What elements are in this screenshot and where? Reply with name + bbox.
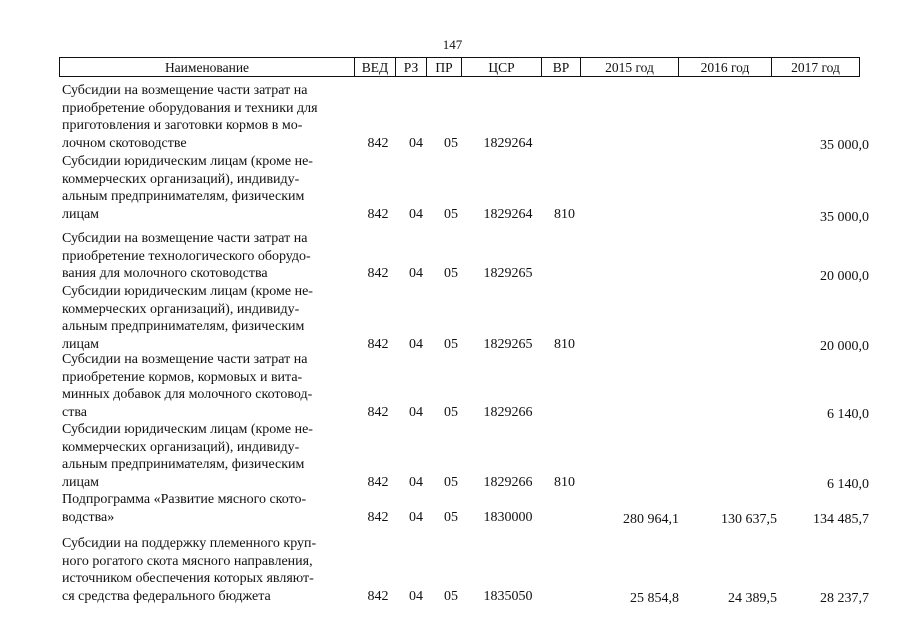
cell-2017: 20 000,0 [820, 339, 869, 354]
cell-rz: 04 [409, 589, 423, 604]
row-name: Субсидии на возмещение части затрат на приобретение технологического оборудо- вания для молочного скотоводства [62, 231, 311, 282]
cell-pr: 05 [444, 405, 458, 420]
table-header [59, 57, 860, 77]
header-rz: РЗ [396, 58, 427, 77]
header-csr: ЦСР [462, 58, 542, 77]
header-2015: 2015 год [581, 58, 679, 77]
cell-2017: 134 485,7 [813, 512, 869, 527]
cell-2015: 280 964,1 [623, 512, 679, 527]
cell-ved: 842 [367, 136, 389, 151]
cell-vr: 810 [554, 337, 575, 352]
cell-rz: 04 [409, 510, 423, 525]
cell-vr: 810 [554, 475, 575, 490]
cell-rz: 04 [409, 207, 423, 222]
cell-csr: 1829266 [483, 405, 533, 420]
cell-rz: 04 [409, 266, 423, 281]
header-name: Наименование [60, 58, 355, 77]
cell-csr: 1829265 [483, 337, 533, 352]
cell-ved: 842 [367, 266, 389, 281]
cell-2017: 28 237,7 [820, 591, 869, 606]
row-name: Подпрограмма «Развитие мясного ското- водства» [62, 492, 307, 525]
cell-pr: 05 [444, 510, 458, 525]
cell-rz: 04 [409, 337, 423, 352]
cell-pr: 05 [444, 266, 458, 281]
header-ved: ВЕД [355, 58, 396, 77]
cell-pr: 05 [444, 337, 458, 352]
cell-csr: 1829266 [483, 475, 533, 490]
row-name: Субсидии юридическим лицам (кроме не- коммерческих организаций), индивиду- альным предпринимателям, физическим лицам [62, 422, 313, 490]
row-name: Субсидии на поддержку племенного круп- ного рогатого скота мясного направления, источником обеспечения которых являют- ся средства федерального бюджета [62, 536, 317, 604]
cell-csr: 1829265 [483, 266, 533, 281]
cell-ved: 842 [367, 589, 389, 604]
cell-csr: 1829264 [483, 136, 533, 151]
header-2016: 2016 год [679, 58, 772, 77]
cell-2015: 25 854,8 [630, 591, 679, 606]
cell-csr: 1835050 [483, 589, 533, 604]
row-name: Субсидии на возмещение части затрат на приобретение кормов, кормовых и вита- минных добавок для молочного скотовод- ства [62, 352, 313, 420]
cell-ved: 842 [367, 337, 389, 352]
row-name: Субсидии юридическим лицам (кроме не- коммерческих организаций), индивиду- альным предпринимателям, физическим лицам [62, 284, 313, 352]
cell-csr: 1830000 [483, 510, 533, 525]
header-2017: 2017 год [772, 58, 860, 77]
page-number: 147 [442, 37, 463, 52]
cell-2017: 6 140,0 [827, 477, 869, 492]
cell-2017: 20 000,0 [820, 269, 869, 284]
cell-2016: 130 637,5 [721, 512, 777, 527]
cell-2017: 35 000,0 [820, 210, 869, 225]
cell-pr: 05 [444, 475, 458, 490]
cell-pr: 05 [444, 207, 458, 222]
row-name: Субсидии юридическим лицам (кроме не- коммерческих организаций), индивиду- альным предпринимателям, физическим лицам [62, 154, 313, 222]
cell-rz: 04 [409, 136, 423, 151]
cell-rz: 04 [409, 475, 423, 490]
row-name: Субсидии на возмещение части затрат на приобретение оборудования и техники для приготовления и заготовки кормов в мо- лочном скотоводстве [62, 83, 318, 151]
cell-2017: 6 140,0 [827, 407, 869, 422]
header-pr: ПР [427, 58, 462, 77]
cell-ved: 842 [367, 510, 389, 525]
cell-rz: 04 [409, 405, 423, 420]
cell-csr: 1829264 [483, 207, 533, 222]
cell-pr: 05 [444, 136, 458, 151]
cell-ved: 842 [367, 207, 389, 222]
cell-vr: 810 [554, 207, 575, 222]
cell-pr: 05 [444, 589, 458, 604]
cell-2017: 35 000,0 [820, 138, 869, 153]
cell-2016: 24 389,5 [728, 591, 777, 606]
header-vr: ВР [542, 58, 581, 77]
cell-ved: 842 [367, 475, 389, 490]
cell-ved: 842 [367, 405, 389, 420]
